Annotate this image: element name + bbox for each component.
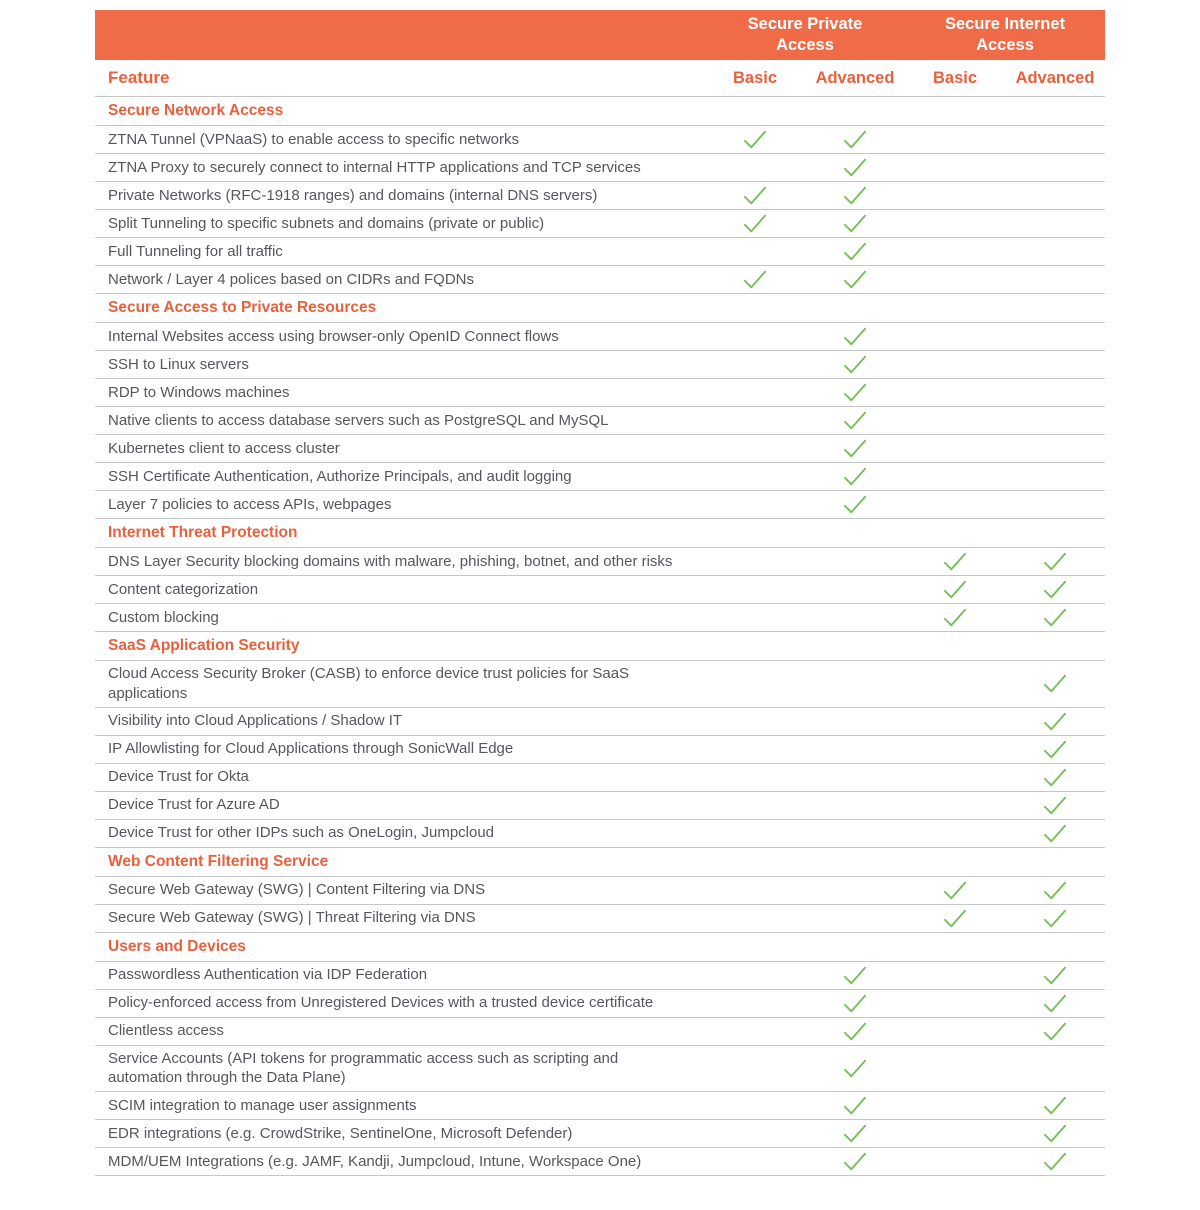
check-icon xyxy=(841,354,869,375)
section-title: Internet Threat Protection xyxy=(108,524,298,541)
check-cell xyxy=(905,1021,1005,1042)
feature-name: RDP to Windows machines xyxy=(108,383,290,401)
check-icon xyxy=(841,993,869,1014)
feature-name: Service Accounts (API tokens for programmatic access such as scripting and automation through the Data Plane) xyxy=(108,1049,619,1087)
check-icon xyxy=(741,213,769,234)
check-cell xyxy=(905,241,1005,262)
check-cell xyxy=(805,965,905,986)
check-cell xyxy=(705,1021,805,1042)
feature-name: Custom blocking xyxy=(108,608,219,626)
table-row xyxy=(95,210,1105,238)
check-cell xyxy=(805,880,905,901)
check-cell xyxy=(705,157,805,178)
table-row xyxy=(95,379,1105,407)
check-cell xyxy=(1005,1095,1105,1116)
check-icon xyxy=(841,1095,869,1116)
feature-name: Native clients to access database servers such as PostgreSQL and MySQL xyxy=(108,411,609,429)
check-cell xyxy=(1005,326,1105,347)
feature-comparison-table xyxy=(95,10,1105,1176)
check-cell xyxy=(705,382,805,403)
check-cell xyxy=(705,965,805,986)
check-cell xyxy=(705,908,805,929)
check-cell xyxy=(705,1151,805,1172)
tier-header-spa-advanced: Advanced xyxy=(815,68,895,87)
table-body xyxy=(95,97,1105,1176)
check-cell xyxy=(1005,993,1105,1014)
feature-name: Network / Layer 4 polices based on CIDRs and FQDNs xyxy=(108,270,474,288)
check-icon xyxy=(1041,1021,1069,1042)
check-cell xyxy=(705,185,805,206)
check-cell xyxy=(1005,795,1105,816)
table-row xyxy=(95,351,1105,379)
check-cell xyxy=(1005,1021,1105,1042)
check-cell xyxy=(905,664,1005,704)
table-row xyxy=(95,905,1105,933)
table-row xyxy=(95,990,1105,1018)
check-icon xyxy=(941,579,969,600)
table-row xyxy=(95,323,1105,351)
product-group-label: Secure Internet Access xyxy=(944,15,1066,54)
feature-name: Device Trust for other IDPs such as OneLogin, Jumpcloud xyxy=(108,824,495,842)
check-icon xyxy=(1041,551,1069,572)
check-cell xyxy=(805,1049,905,1089)
check-cell xyxy=(1005,767,1105,788)
check-cell xyxy=(805,241,905,262)
check-icon xyxy=(1041,739,1069,760)
check-cell xyxy=(705,213,805,234)
check-icon xyxy=(941,880,969,901)
check-cell xyxy=(805,129,905,150)
check-icon xyxy=(941,607,969,628)
check-icon xyxy=(841,241,869,262)
table-row xyxy=(95,877,1105,905)
check-icon xyxy=(841,410,869,431)
check-icon xyxy=(741,269,769,290)
feature-name: SSH Certificate Authentication, Authorize Principals, and audit logging xyxy=(108,467,572,485)
check-icon xyxy=(841,1021,869,1042)
check-cell xyxy=(705,1095,805,1116)
check-icon xyxy=(1041,767,1069,788)
feature-name: Secure Web Gateway (SWG) | Threat Filtering via DNS xyxy=(108,909,476,927)
check-cell xyxy=(905,157,1005,178)
table-row xyxy=(95,1046,1105,1093)
check-cell xyxy=(905,908,1005,929)
check-icon xyxy=(1041,579,1069,600)
check-cell xyxy=(805,326,905,347)
check-cell xyxy=(905,382,1005,403)
check-cell xyxy=(805,1123,905,1144)
table-row xyxy=(95,820,1105,848)
check-cell xyxy=(905,607,1005,628)
check-icon xyxy=(841,438,869,459)
check-cell xyxy=(805,213,905,234)
check-cell xyxy=(905,1049,1005,1089)
check-cell xyxy=(805,739,905,760)
check-cell xyxy=(705,494,805,515)
check-icon xyxy=(841,382,869,403)
product-groups-banner xyxy=(95,10,1105,60)
feature-name: ZTNA Tunnel (VPNaaS) to enable access to specific networks xyxy=(108,130,520,148)
check-icon xyxy=(1041,607,1069,628)
check-icon xyxy=(841,1058,869,1079)
table-row xyxy=(95,238,1105,266)
check-cell xyxy=(905,579,1005,600)
table-row xyxy=(95,962,1105,990)
feature-name: EDR integrations (e.g. CrowdStrike, SentinelOne, Microsoft Defender) xyxy=(108,1124,573,1142)
check-cell xyxy=(1005,157,1105,178)
table-row xyxy=(95,1092,1105,1120)
check-cell xyxy=(705,664,805,704)
check-cell xyxy=(805,1095,905,1116)
check-cell xyxy=(705,1049,805,1089)
check-icon xyxy=(1041,823,1069,844)
feature-name: Passwordless Authentication via IDP Federation xyxy=(108,966,428,984)
check-cell xyxy=(1005,880,1105,901)
check-cell xyxy=(705,354,805,375)
check-cell xyxy=(905,551,1005,572)
check-cell xyxy=(705,993,805,1014)
feature-name: DNS Layer Security blocking domains with malware, phishing, botnet, and other risks xyxy=(108,552,673,570)
check-cell xyxy=(1005,579,1105,600)
check-cell xyxy=(805,466,905,487)
check-cell xyxy=(805,908,905,929)
section-header-row xyxy=(95,519,1105,548)
table-row xyxy=(95,736,1105,764)
check-cell xyxy=(1005,908,1105,929)
check-cell xyxy=(905,213,1005,234)
table-row xyxy=(95,764,1105,792)
table-row xyxy=(95,435,1105,463)
check-cell xyxy=(705,823,805,844)
check-cell xyxy=(805,1151,905,1172)
check-cell xyxy=(705,739,805,760)
check-icon xyxy=(841,213,869,234)
table-row xyxy=(95,1018,1105,1046)
check-cell xyxy=(705,579,805,600)
table-row xyxy=(95,576,1105,604)
table-row xyxy=(95,463,1105,491)
check-icon xyxy=(1041,1151,1069,1172)
check-cell xyxy=(1005,965,1105,986)
check-icon xyxy=(1041,711,1069,732)
check-icon xyxy=(841,269,869,290)
feature-name: SCIM integration to manage user assignments xyxy=(108,1096,417,1114)
tier-header-sia-advanced: Advanced xyxy=(1015,68,1095,87)
check-cell xyxy=(705,438,805,459)
check-icon xyxy=(841,129,869,150)
check-icon xyxy=(841,326,869,347)
check-icon xyxy=(1041,908,1069,929)
check-cell xyxy=(805,767,905,788)
check-cell xyxy=(905,1095,1005,1116)
table-row xyxy=(95,1148,1105,1176)
section-header-row xyxy=(95,97,1105,126)
check-icon xyxy=(841,185,869,206)
check-cell xyxy=(1005,354,1105,375)
check-icon xyxy=(841,466,869,487)
check-cell xyxy=(705,466,805,487)
feature-name: Device Trust for Azure AD xyxy=(108,796,280,814)
section-header-row xyxy=(95,933,1105,962)
table-row xyxy=(95,491,1105,519)
check-icon xyxy=(841,965,869,986)
check-cell xyxy=(905,269,1005,290)
table-row xyxy=(95,548,1105,576)
check-icon xyxy=(1041,965,1069,986)
feature-name: Private Networks (RFC-1918 ranges) and domains (internal DNS servers) xyxy=(108,186,598,204)
feature-column-header: Feature xyxy=(108,68,170,87)
feature-name: Full Tunneling for all traffic xyxy=(108,242,283,260)
check-cell xyxy=(705,795,805,816)
check-cell xyxy=(705,269,805,290)
check-cell xyxy=(1005,494,1105,515)
table-row xyxy=(95,792,1105,820)
product-group-secure-internet-access xyxy=(905,14,1105,55)
check-cell xyxy=(1005,664,1105,704)
feature-name: IP Allowlisting for Cloud Applications through SonicWall Edge xyxy=(108,740,514,758)
check-cell xyxy=(905,1151,1005,1172)
check-icon xyxy=(841,494,869,515)
check-cell xyxy=(805,494,905,515)
feature-name: Device Trust for Okta xyxy=(108,768,249,786)
check-cell xyxy=(905,129,1005,150)
check-cell xyxy=(1005,438,1105,459)
column-header-row xyxy=(95,60,1105,97)
check-icon xyxy=(941,551,969,572)
check-cell xyxy=(905,410,1005,431)
check-icon xyxy=(941,908,969,929)
tier-header-spa-basic: Basic xyxy=(732,68,778,87)
check-cell xyxy=(805,823,905,844)
check-cell xyxy=(705,129,805,150)
check-cell xyxy=(805,993,905,1014)
check-cell xyxy=(805,354,905,375)
feature-name: SSH to Linux servers xyxy=(108,355,249,373)
feature-name: Cloud Access Security Broker (CASB) to enforce device trust policies for SaaS applications xyxy=(108,665,630,702)
check-cell xyxy=(805,607,905,628)
feature-name: Content categorization xyxy=(108,580,259,598)
check-cell xyxy=(805,711,905,732)
check-cell xyxy=(705,551,805,572)
check-cell xyxy=(1005,466,1105,487)
check-cell xyxy=(905,767,1005,788)
check-cell xyxy=(905,880,1005,901)
check-cell xyxy=(705,241,805,262)
table-row xyxy=(95,154,1105,182)
table-row xyxy=(95,1120,1105,1148)
tier-header-sia-basic: Basic xyxy=(932,68,978,87)
check-cell xyxy=(805,795,905,816)
check-cell xyxy=(1005,185,1105,206)
feature-name: Clientless access xyxy=(108,1022,224,1040)
check-icon xyxy=(1041,993,1069,1014)
section-title: Users and Devices xyxy=(108,937,246,955)
check-cell xyxy=(705,326,805,347)
check-icon xyxy=(1041,673,1069,694)
check-cell xyxy=(705,410,805,431)
check-icon xyxy=(1041,1095,1069,1116)
check-cell xyxy=(805,410,905,431)
check-cell xyxy=(905,466,1005,487)
table-row xyxy=(95,661,1105,708)
check-cell xyxy=(805,551,905,572)
section-title: Web Content Filtering Service xyxy=(108,852,329,870)
check-cell xyxy=(1005,1151,1105,1172)
feature-name: Split Tunneling to specific subnets and domains (private or public) xyxy=(108,214,545,232)
check-cell xyxy=(805,157,905,178)
check-cell xyxy=(805,1021,905,1042)
product-group-secure-private-access xyxy=(705,14,905,55)
check-cell xyxy=(1005,739,1105,760)
check-cell xyxy=(905,823,1005,844)
check-cell xyxy=(805,382,905,403)
check-cell xyxy=(805,269,905,290)
check-cell xyxy=(1005,823,1105,844)
check-cell xyxy=(1005,382,1105,403)
feature-name: MDM/UEM Integrations (e.g. JAMF, Kandji, Jumpcloud, Intune, Workspace One) xyxy=(108,1152,642,1170)
feature-name: Kubernetes client to access cluster xyxy=(108,439,340,457)
section-title: SaaS Application Security xyxy=(108,637,300,654)
check-cell xyxy=(705,880,805,901)
check-cell xyxy=(705,1123,805,1144)
check-cell xyxy=(1005,241,1105,262)
check-cell xyxy=(905,354,1005,375)
check-cell xyxy=(805,664,905,704)
section-header-row xyxy=(95,848,1105,877)
check-cell xyxy=(1005,1049,1105,1089)
section-header-row xyxy=(95,294,1105,323)
table-row xyxy=(95,182,1105,210)
check-icon xyxy=(841,1123,869,1144)
table-row xyxy=(95,604,1105,632)
feature-name: Policy-enforced access from Unregistered Devices with a trusted device certificate xyxy=(108,994,654,1012)
check-cell xyxy=(905,711,1005,732)
check-cell xyxy=(905,494,1005,515)
check-cell xyxy=(905,438,1005,459)
table-row xyxy=(95,407,1105,435)
check-cell xyxy=(905,993,1005,1014)
check-cell xyxy=(905,185,1005,206)
check-cell xyxy=(705,607,805,628)
table-row xyxy=(95,708,1105,736)
check-cell xyxy=(805,185,905,206)
check-cell xyxy=(805,579,905,600)
feature-name: Internal Websites access using browser-only OpenID Connect flows xyxy=(108,327,559,345)
check-icon xyxy=(841,1151,869,1172)
check-cell xyxy=(1005,213,1105,234)
check-cell xyxy=(705,767,805,788)
section-title: Secure Network Access xyxy=(108,102,284,119)
check-icon xyxy=(1041,795,1069,816)
check-icon xyxy=(1041,880,1069,901)
feature-name: Visibility into Cloud Applications / Shadow IT xyxy=(108,712,403,730)
check-cell xyxy=(1005,129,1105,150)
check-cell xyxy=(1005,269,1105,290)
check-cell xyxy=(1005,1123,1105,1144)
check-cell xyxy=(1005,410,1105,431)
check-cell xyxy=(905,795,1005,816)
check-cell xyxy=(1005,711,1105,732)
check-icon xyxy=(841,157,869,178)
check-cell xyxy=(805,438,905,459)
feature-name: Layer 7 policies to access APIs, webpages xyxy=(108,495,392,513)
table-row xyxy=(95,266,1105,294)
check-cell xyxy=(1005,551,1105,572)
check-icon xyxy=(741,185,769,206)
check-icon xyxy=(1041,1123,1069,1144)
check-cell xyxy=(905,739,1005,760)
section-header-row xyxy=(95,632,1105,661)
table-row xyxy=(95,126,1105,154)
section-title: Secure Access to Private Resources xyxy=(108,299,377,316)
check-icon xyxy=(741,129,769,150)
feature-name: Secure Web Gateway (SWG) | Content Filtering via DNS xyxy=(108,881,486,899)
feature-name: ZTNA Proxy to securely connect to internal HTTP applications and TCP services xyxy=(108,158,641,176)
check-cell xyxy=(705,711,805,732)
check-cell xyxy=(905,326,1005,347)
check-cell xyxy=(1005,607,1105,628)
check-cell xyxy=(905,1123,1005,1144)
product-group-label: Secure Private Access xyxy=(747,15,863,54)
check-cell xyxy=(905,965,1005,986)
